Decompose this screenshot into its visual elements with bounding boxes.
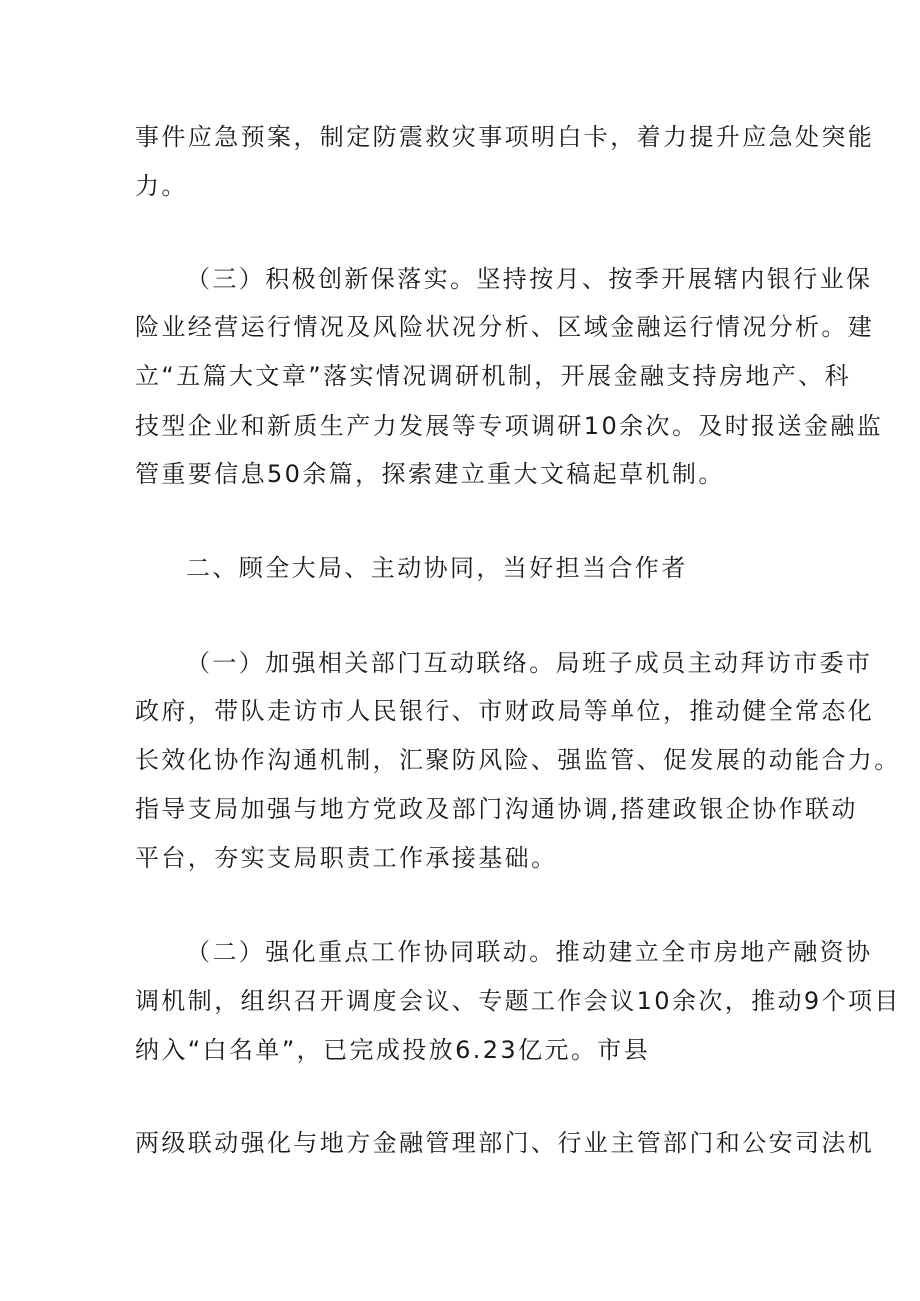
text-line: 政府，带队走访市人民银行、市财政局等单位，推动健全常态化 [135,697,875,725]
text-line: 管重要信息50余篇，探索建立重大文稿起草机制。 [135,460,725,488]
text-line: 指导支局加强与地方党政及部门沟通协调,搭建政银企协作联动 [135,795,858,823]
text-line: 两级联动强化与地方金融管理部门、行业主管部门和公安司法机 [135,1129,875,1157]
text-line: 事件应急预案，制定防震救灾事项明白卡，着力提升应急处突能 [135,123,875,151]
text-line: 调机制，组织召开调度会议、专题工作会议10余次，推动9个项目 [135,987,901,1015]
text-line: 技型企业和新质生产力发展等专项调研10余次。及时报送金融监 [135,412,884,440]
text-line: （三）积极创新保落实。坚持按月、按季开展辖内银行业保 [186,265,873,293]
text-line: 立“五篇大文章”落实情况调研机制，开展金融支持房地产、科 [135,362,852,390]
text-line: 长效化协作沟通机制，汇聚防风险、强监管、促发展的动能合力。 [135,746,901,774]
text-line: 平台，夯实支局职责工作承接基础。 [135,844,558,872]
text-line: 险业经营运行情况及风险状况分析、区域金融运行情况分析。建 [135,313,875,341]
text-line: （一）加强相关部门互动联络。局班子成员主动拜访市委市 [186,649,873,677]
section-heading: 二、顾全大局、主动协同，当好担当合作者 [186,554,688,582]
text-line: 纳入“白名单”，已完成投放6.23亿元。市县 [135,1036,651,1064]
text-line: （二）强化重点工作协同联动。推动建立全市房地产融资协 [186,938,873,966]
text-line: 力。 [135,172,188,200]
